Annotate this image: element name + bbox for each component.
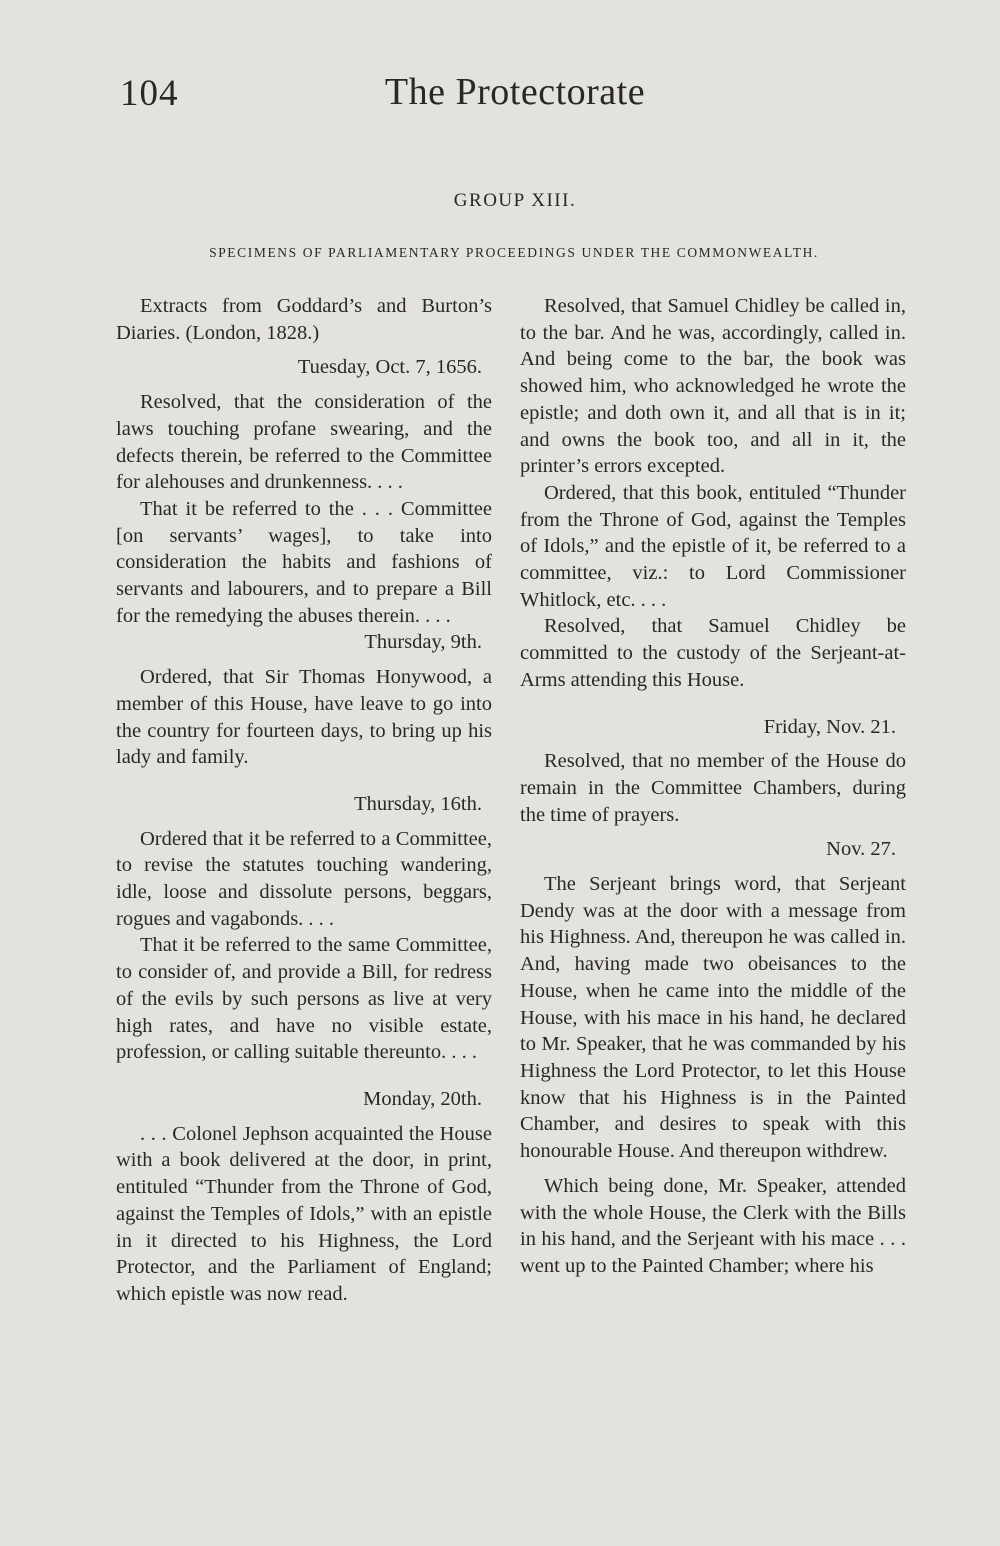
paragraph: Resolved, that the consideration of the laws touching profane swearing, and the defects therein, be referred to the Committee for alehouses and drunkenness. . . . [116, 391, 492, 494]
paragraph: Resolved, that Samuel Chidley be called in, to the bar. And he was, accordingly, called in. And being come to the bar, the book was showed him, who acknowledged he wrote the epistle; and doth own it, and all that is in it; and owns the book too, and all in it, the printer’s errors excepted. [520, 295, 906, 478]
intro-paragraph: Extracts from Goddard’s and Burton’s Diaries. (London, 1828.) [116, 295, 492, 344]
date-heading: Nov. 27. [826, 838, 896, 861]
running-title: The Protectorate [384, 71, 646, 113]
paragraph: Ordered, that Sir Thomas Honywood, a member of this House, have leave to go into the country for fourteen days, to bring up his lady and family. [116, 666, 492, 769]
paragraph: That it be referred to the same Committee, to consider of, and provide a Bill, for redress of the evils by such persons as live at very high rates, and have no visible estate, profession, or calling suitable thereunto. . . . [116, 934, 492, 1064]
paragraph: . . . Colonel Jephson acquainted the House with a book delivered at the door, in print, entituled “Thunder from the Throne of God, against the Temples of Idols,” with an epistle in it directed to his Highness, the Lord Protector, and the Parliament of England; which epistle was now read. [116, 1122, 492, 1305]
date-heading: Thursday, 9th. [364, 631, 482, 654]
group-title: GROUP XIII. [453, 190, 577, 211]
date-heading: Friday, Nov. 21. [763, 715, 896, 738]
paragraph: Ordered, that this book, entituled “Thunder from the Throne of God, against the Temples of Idols,” and the epistle of it, be referred to a committee, viz.: to Lord Commissioner Whitlock, etc. . . . [520, 481, 906, 611]
date-heading: Monday, 20th. [363, 1087, 482, 1110]
paragraph: The Serjeant brings word, that Serjeant Dendy was at the door with a message from his Highness. And, thereupon he was called in. And, having made two obeisances to the House, when he came into the middle of the House, with his mace in his hand, he declared to Mr. Speaker, that he was commanded by his Highness the Lord Protector, to let this House know that his Highness is in the Painted Chamber, and desires to speak with this honourable House. And thereupon withdrew. [520, 873, 906, 1163]
paragraph: Ordered that it be referred to a Committee, to revise the statutes touching wandering, idle, loose and dissolute persons, beggars, rogues and vagabonds. . . . [116, 827, 492, 930]
paragraph: That it be referred to the . . . Committee [on servants’ wages], to take into consideration the habits and fashions of servants and labourers, and to prepare a Bill for the remedying the abuses therein. . . . [116, 497, 492, 627]
paragraph: Resolved, that no member of the House do remain in the Committee Chambers, during the time of prayers. [520, 750, 906, 826]
group-subtitle: SPECIMENS OF PARLIAMENTARY PROCEEDINGS UNDER THE COMMONWEALTH. [209, 245, 819, 260]
date-heading: Tuesday, Oct. 7, 1656. [297, 356, 482, 379]
date-heading: Thursday, 16th. [354, 792, 482, 815]
paragraph: Which being done, Mr. Speaker, attended with the whole House, the Clerk with the Bills in his hand, and the Serjeant with his mace . . . went up to the Painted Chamber; where his [520, 1174, 906, 1277]
page-number: 104 [120, 73, 179, 114]
paragraph: Resolved, that Samuel Chidley be committed to the custody of the Serjeant-at-Arms attending this House. [520, 615, 906, 691]
right-column [520, 293, 906, 1280]
left-column [116, 293, 492, 1308]
